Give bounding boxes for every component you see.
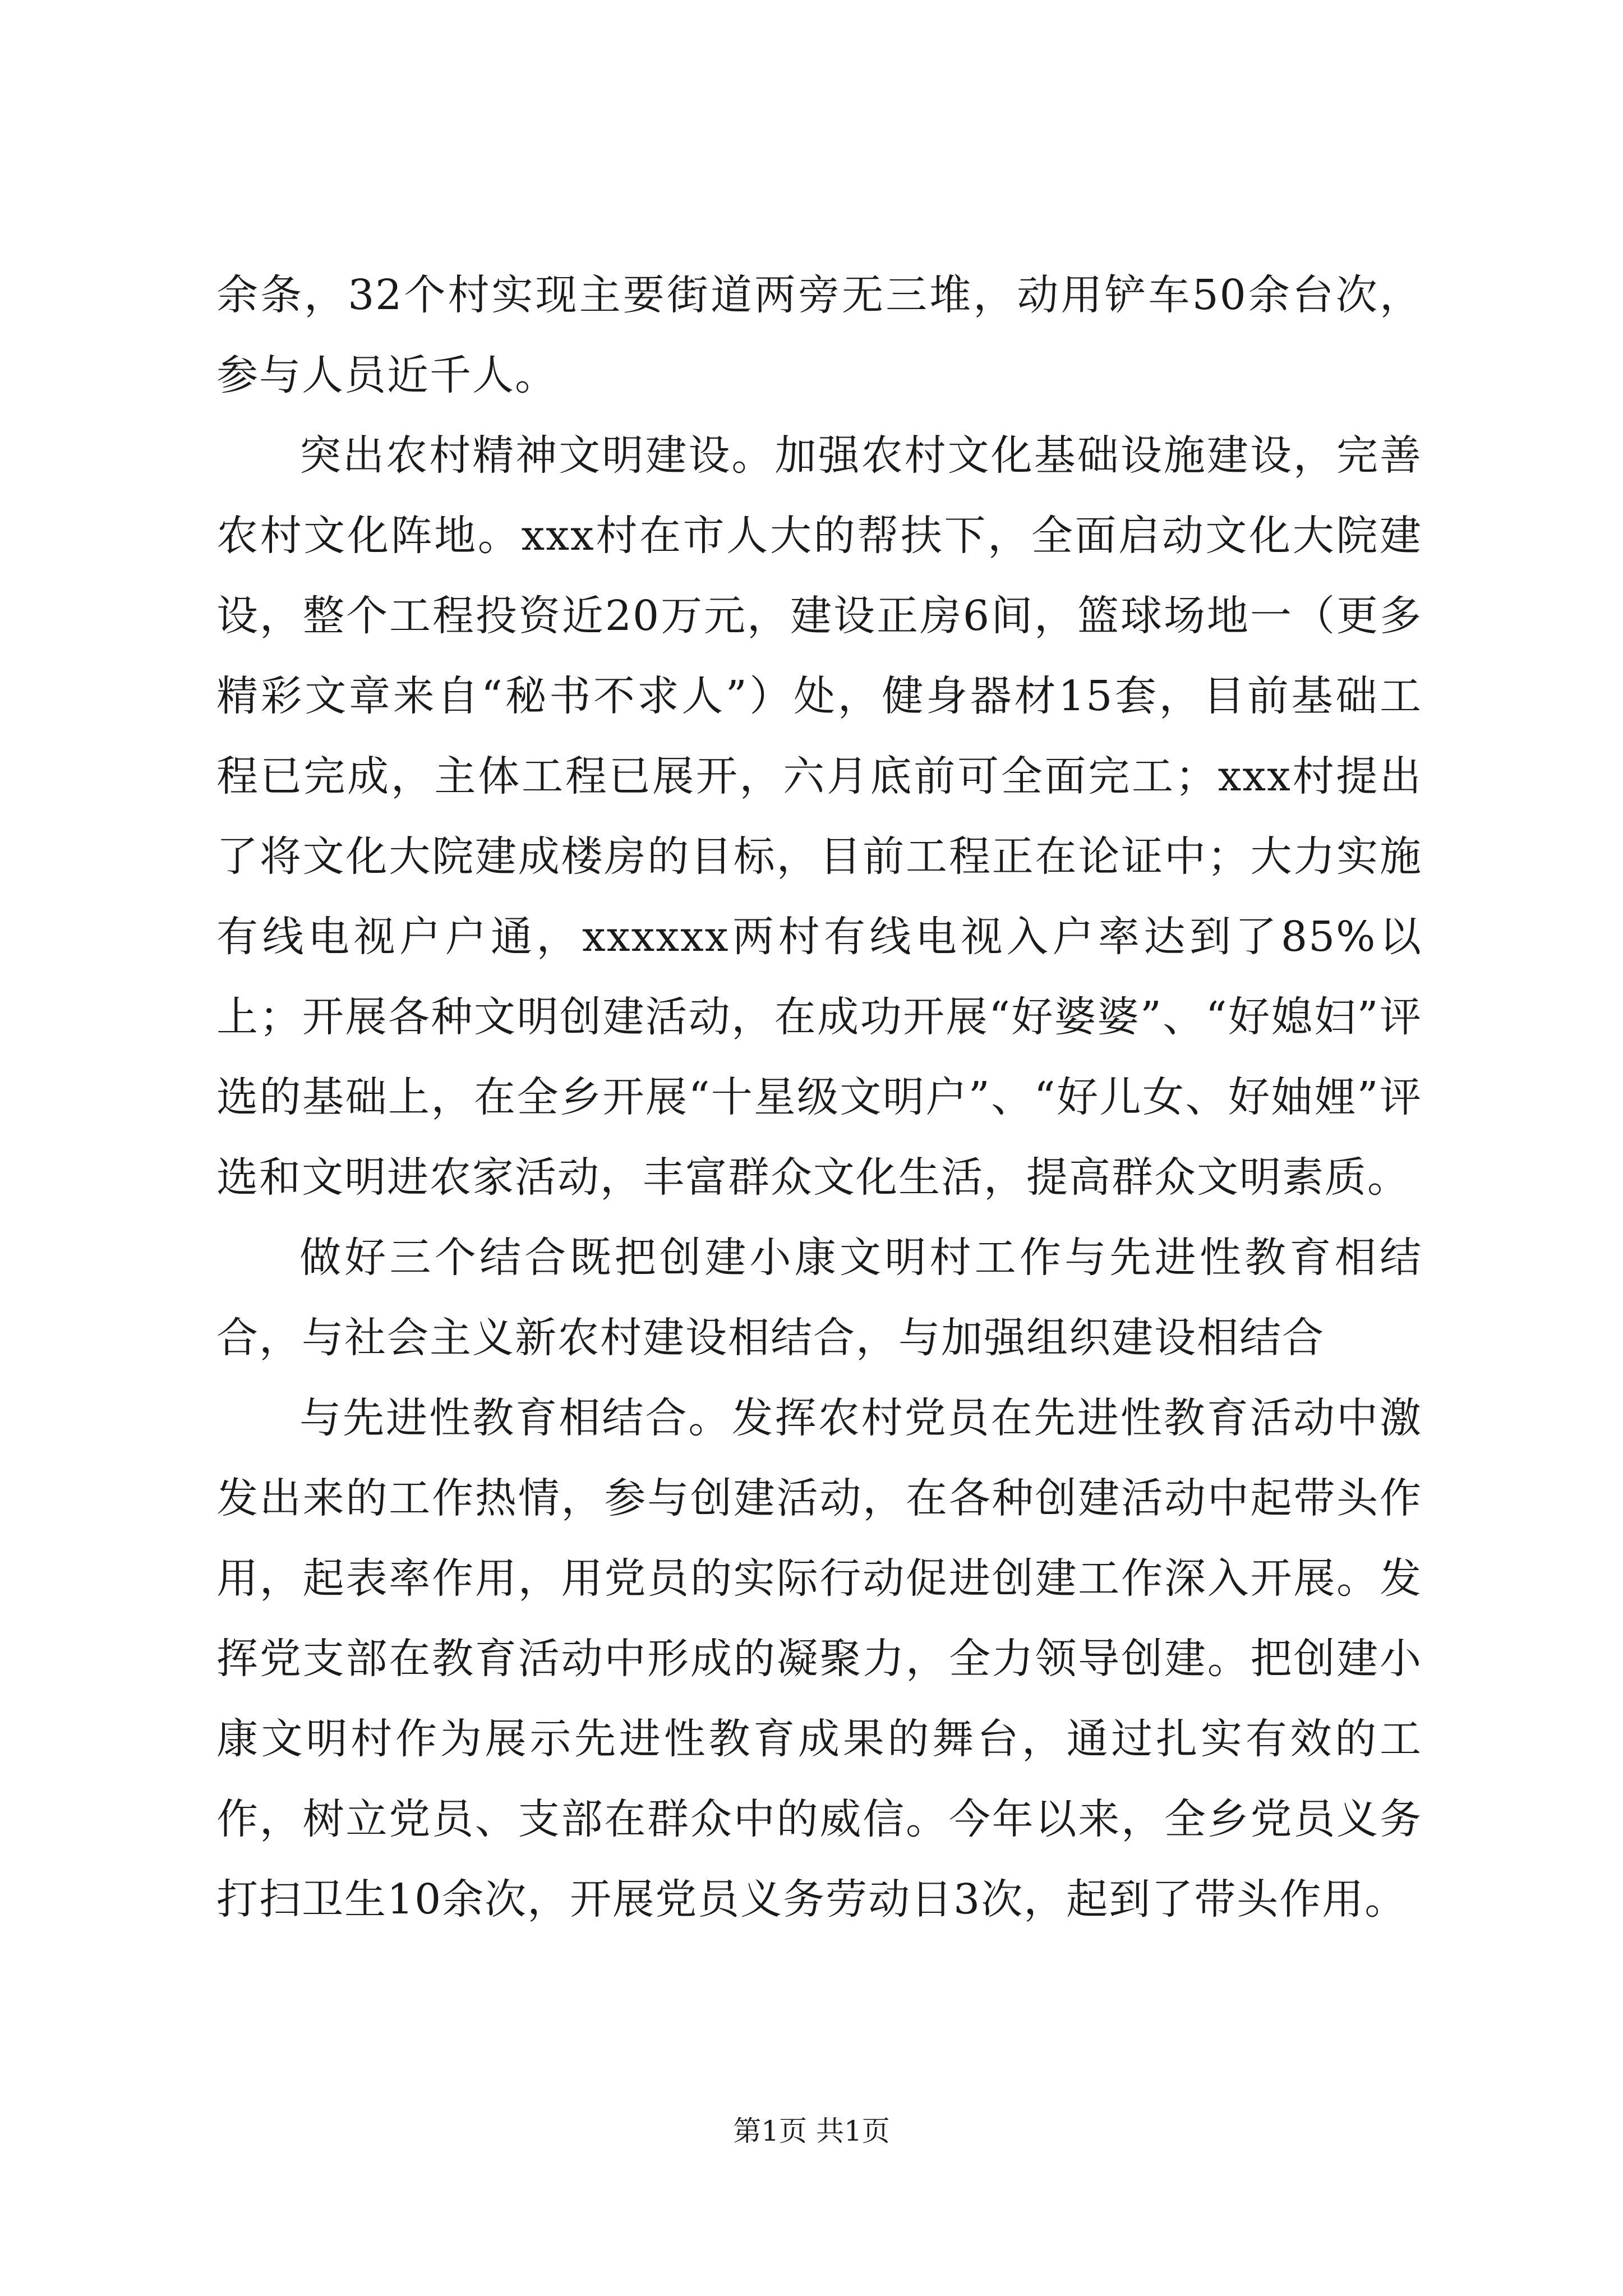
document-body: [216, 255, 1422, 1940]
paragraph-1: 余条，32个村实现主要街道两旁无三堆，动用铲车50余台次，参与人员近千人。: [216, 271, 1422, 399]
paragraph-2: 突出农村精神文明建设。加强农村文化基础设施建设，完善农村文化阵地。xxx村在市人大的帮扶下，全面启动文化大院建设，整个工程投资近20万元，建设正房6间，篮球场地一（更多精彩文章来自“秘书不求人”）处，健身器材15套，目前基础工程已完成，主体工程已展开，六月底前可全面完工；xxx村提出了将文化大院建成楼房的目标，目前工程正在论证中；大力实施有线电视户户通，xxxxxx两村有线电视入户率达到了85%以上；开展各种文明创建活动，在成功开展“好婆婆”、“好媳妇”评选的基础上，在全乡开展“十星级文明户”、“好儿女、好妯娌”评选和文明进农家活动，丰富群众文化生活，提高群众文明素质。: [216, 431, 1422, 1202]
paragraph-4: 与先进性教育相结合。发挥农村党员在先进性教育活动中激发出来的工作热情，参与创建活动，在各种创建活动中起带头作用，起表率作用，用党员的实际行动促进创建工作深入开展。发挥党支部在教育活动中形成的凝聚力，全力领导创建。把创建小康文明村作为展示先进性教育成果的舞台，通过扎实有效的工作，树立党员、支部在群众中的威信。今年以来，全乡党员义务打扫卫生10余次，开展党员义务劳动日3次，起到了带头作用。: [216, 1394, 1422, 1924]
paragraph-3: 做好三个结合既把创建小康文明村工作与先进性教育相结合，与社会主义新农村建设相结合，与加强组织建设相结合: [216, 1234, 1422, 1362]
page-footer: 第1页 共1页: [733, 2115, 890, 2147]
